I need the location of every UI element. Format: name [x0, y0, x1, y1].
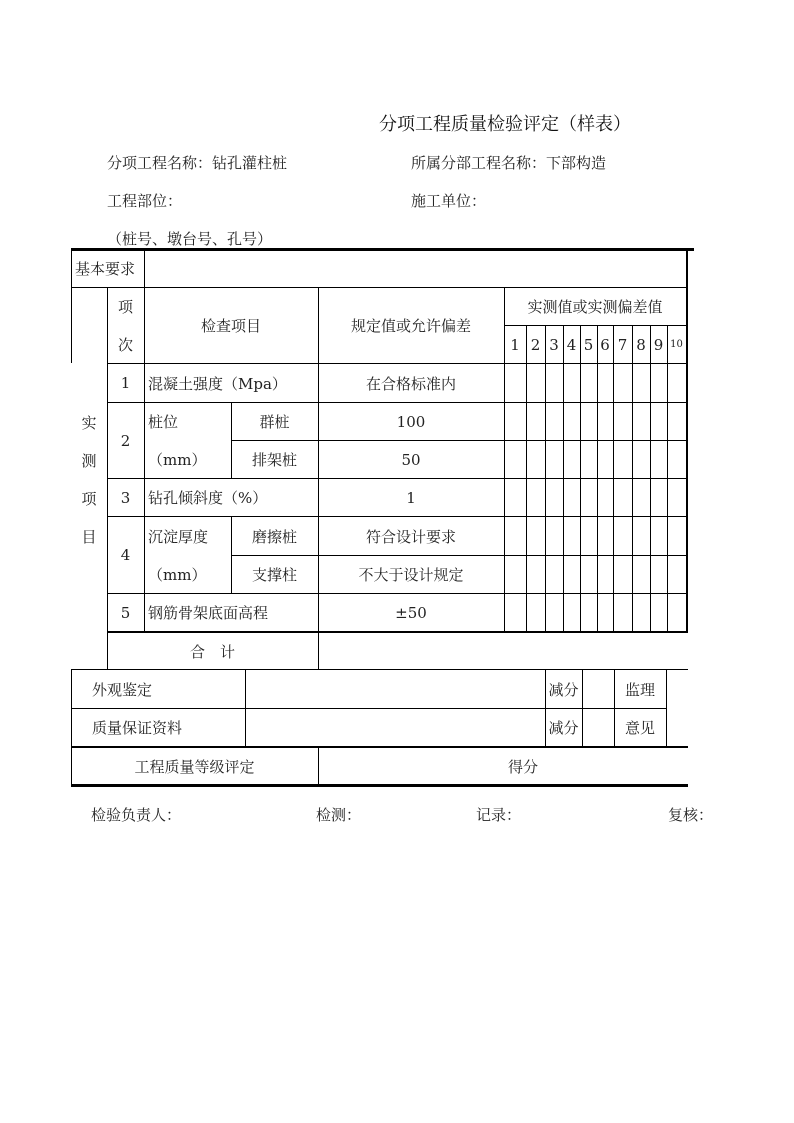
- row-item-name: 钻孔倾斜度（%）: [148, 489, 268, 507]
- row-item-unit: （mm）: [148, 566, 207, 584]
- page-title: 分项工程质量检验评定（样表）: [379, 114, 631, 135]
- opinion-label: 意见: [624, 719, 655, 737]
- recorder-label: 记录：: [476, 806, 522, 824]
- measured-header: 实测值或实测偏差值: [527, 298, 663, 316]
- pile-info-label: （桩号、墩台号、孔号）: [107, 230, 273, 248]
- row-number: 2: [120, 431, 131, 450]
- row-number: 3: [120, 488, 131, 507]
- check-item-header: 检查项目: [200, 317, 261, 335]
- row-spec: 1: [406, 488, 416, 507]
- score-label: 得分: [507, 757, 538, 776]
- appearance-label: 外观鉴定: [92, 680, 153, 699]
- contractor-label: 施工单位：: [411, 192, 487, 210]
- inspector-label: 检验负责人：: [91, 806, 182, 824]
- parent-name: 所属分部工程名称：下部构造: [411, 154, 607, 172]
- col-number: 7: [617, 335, 628, 354]
- total-label: 合 计: [189, 642, 235, 661]
- item-no-label-1: 项: [117, 298, 133, 316]
- row-number: 1: [120, 374, 131, 392]
- row-number: 5: [120, 603, 131, 622]
- col-number: 6: [600, 335, 610, 354]
- basic-requirements-label: 基本要求: [75, 259, 136, 278]
- deduct-label: 减分: [548, 680, 579, 699]
- col-number: 8: [636, 335, 646, 354]
- row-item-name: 桩位: [148, 413, 179, 431]
- col-number: 2: [530, 335, 541, 354]
- row-sub-item: 磨擦桩: [251, 527, 297, 546]
- row-spec: 不大于设计规定: [358, 566, 464, 584]
- row-item-name: 钢筋骨架底面高程: [148, 604, 269, 622]
- item-name: 分项工程名称：钻孔灌柱桩: [107, 154, 288, 172]
- row-item-name: 混凝土强度（Mpa）: [148, 374, 287, 393]
- row-item-unit: （mm）: [148, 451, 207, 469]
- spec-header: 规定值或允许偏差: [350, 317, 471, 335]
- measured-items-char: 实: [81, 413, 97, 432]
- item-no-label-2: 次: [117, 336, 133, 354]
- deduct-label: 减分: [548, 719, 579, 737]
- quality-docs-label: 质量保证资料: [92, 719, 183, 737]
- reviewer-label: 复核：: [668, 806, 714, 824]
- measured-items-char: 测: [81, 451, 97, 470]
- location-label: 工程部位：: [107, 192, 183, 210]
- tester-label: 检测：: [316, 806, 362, 824]
- col-number: 3: [549, 335, 559, 354]
- row-spec: 在合格标准内: [365, 374, 456, 393]
- col-number: 9: [653, 335, 664, 354]
- row-spec: 符合设计要求: [365, 527, 456, 546]
- col-number: 10: [670, 339, 683, 350]
- row-sub-item: 群桩: [259, 413, 290, 431]
- col-number: 4: [566, 335, 577, 354]
- row-spec: 100: [396, 412, 426, 431]
- grade-label: 工程质量等级评定: [134, 757, 255, 776]
- row-sub-item: 排架桩: [251, 451, 297, 469]
- measured-items-char: 目: [81, 527, 97, 546]
- measured-items-char: 项: [81, 489, 97, 508]
- col-number: 1: [510, 335, 520, 354]
- row-item-name: 沉淀厚度: [148, 527, 209, 546]
- col-number: 5: [583, 335, 594, 354]
- row-sub-item: 支撑柱: [251, 566, 297, 584]
- row-number: 4: [120, 546, 131, 564]
- row-spec: ±50: [395, 603, 427, 622]
- row-spec: 50: [401, 450, 421, 469]
- supervision-label: 监理: [624, 680, 655, 699]
